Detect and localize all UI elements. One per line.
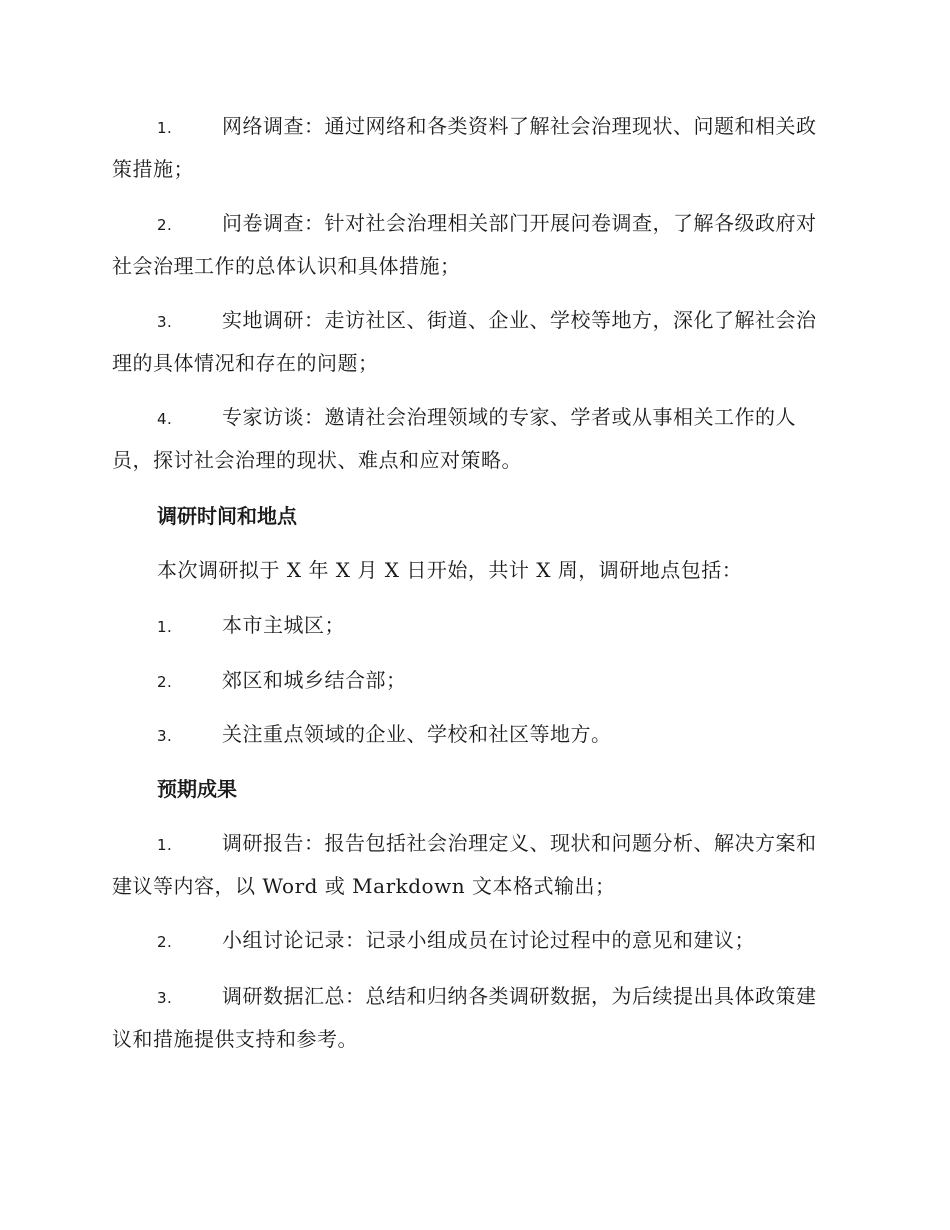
list-number: 1. <box>157 618 173 636</box>
list-number: 4. <box>157 410 173 428</box>
list-text: 调研报告：报告包括社会治理定义、现状和问题分析、解决方案和建议等内容，以 Word 或 Markdown 文本格式输出； <box>112 831 817 898</box>
list-number: 2. <box>157 933 173 951</box>
list-item <box>112 920 834 963</box>
schedule-intro: 本次调研拟于 X 年 X 月 X 日开始，共计 X 周，调研地点包括： <box>157 558 743 582</box>
list-item <box>112 300 834 384</box>
list-item <box>112 823 834 907</box>
list-text: 实地调研：走访社区、街道、企业、学校等地方，深化了解社会治理的具体情况和存在的问题； <box>112 308 817 375</box>
list-item <box>112 660 834 703</box>
list-text: 问卷调查：针对社会治理相关部门开展问卷调查，了解各级政府对社会治理工作的总体认识和具体措施； <box>112 211 817 278</box>
list-number: 2. <box>157 216 173 234</box>
list-item <box>112 106 834 190</box>
section-heading-schedule: 调研时间和地点 <box>157 504 297 528</box>
list-item <box>112 203 834 287</box>
section-heading-results: 预期成果 <box>157 777 237 801</box>
list-text: 专家访谈：邀请社会治理领域的专家、学者或从事相关工作的人员，探讨社会治理的现状、难点和应对策略。 <box>112 405 796 472</box>
list-item <box>112 714 834 757</box>
list-number: 1. <box>157 836 173 854</box>
list-number: 3. <box>157 727 173 745</box>
list-number: 3. <box>157 989 173 1007</box>
list-text: 调研数据汇总：总结和归纳各类调研数据，为后续提出具体政策建议和措施提供支持和参考。 <box>112 984 817 1051</box>
list-number: 1. <box>157 119 173 137</box>
list-text: 本市主城区； <box>222 613 345 637</box>
list-number: 3. <box>157 313 173 331</box>
list-number: 2. <box>157 673 173 691</box>
list-text: 网络调查：通过网络和各类资料了解社会治理现状、问题和相关政策措施； <box>112 114 817 181</box>
list-item <box>112 976 834 1060</box>
list-text: 郊区和城乡结合部； <box>222 668 407 692</box>
list-text: 小组讨论记录：记录小组成员在讨论过程中的意见和建议； <box>222 928 755 952</box>
list-item <box>112 605 834 648</box>
list-item <box>112 397 834 481</box>
list-text: 关注重点领域的企业、学校和社区等地方。 <box>222 722 612 746</box>
